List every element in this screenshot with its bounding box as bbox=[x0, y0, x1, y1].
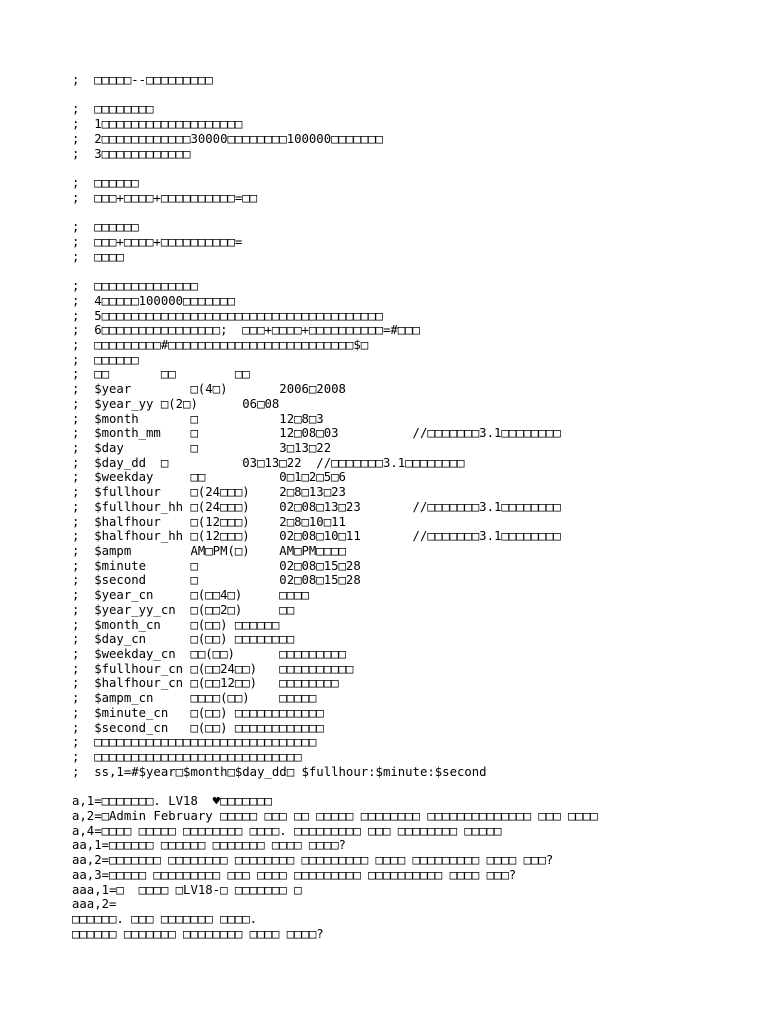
text-line: ; $year □(4□) 2006□2008 bbox=[72, 382, 346, 397]
text-line: □□□□□□ □□□□□□□ □□□□□□□□ □□□□ □□□□? bbox=[72, 926, 324, 941]
text-line: ; $weekday □□ 0□1□2□5□6 bbox=[72, 470, 346, 485]
document-body bbox=[72, 73, 752, 941]
text-line: ; $fullhour_hh □(24□□□) 02□08□13□23 //□□□□□□□3.1□□□□□□□□ bbox=[72, 499, 561, 514]
text-line: ; $minute_cn □(□□) □□□□□□□□□□□□ bbox=[72, 705, 324, 720]
text-line: □□□□□□. □□□ □□□□□□□ □□□□. bbox=[72, 911, 258, 926]
text-line: ; 5□□□□□□□□□□□□□□□□□□□□□□□□□□□□□□□□□□□□□□ bbox=[72, 308, 383, 323]
text-line: ; □□□□□□□□□□□□□□ bbox=[72, 279, 198, 294]
text-line: a,2=□Admin February □□□□□ □□□ □□ □□□□□ □□□□□□□□ □□□□□□□□□□□□□□ □□□ □□□□ bbox=[72, 808, 598, 823]
blank-line bbox=[72, 88, 752, 103]
text-line: ; □□ □□ □□ bbox=[72, 367, 250, 382]
blank-line bbox=[72, 205, 752, 220]
blank-line bbox=[72, 780, 752, 795]
text-line: ; □□□+□□□□+□□□□□□□□□□=□□ bbox=[72, 190, 258, 205]
text-line: ; $month_mm □ 12□08□03 //□□□□□□□3.1□□□□□□□□ bbox=[72, 426, 561, 441]
text-line: ; □□□□□□□□ bbox=[72, 102, 154, 117]
text-line: a,4=□□□□ □□□□□ □□□□□□□□ □□□□. □□□□□□□□□ □□□ □□□□□□□□ □□□□□ bbox=[72, 823, 502, 838]
text-line: aa,1=□□□□□□ □□□□□□ □□□□□□□ □□□□ □□□□? bbox=[72, 838, 346, 853]
text-line: ; $day □ 3□13□22 bbox=[72, 440, 332, 455]
text-line: ; $second □ 02□08□15□28 bbox=[72, 573, 361, 588]
text-line: ; $halfhour_hh □(12□□□) 02□08□10□11 //□□□□□□□3.1□□□□□□□□ bbox=[72, 529, 561, 544]
text-line: ; 1□□□□□□□□□□□□□□□□□□□ bbox=[72, 117, 243, 132]
text-line: ; $year_yy □(2□) 06□08 bbox=[72, 396, 280, 411]
text-line: aaa,2= bbox=[72, 897, 117, 912]
text-line: ; $year_yy_cn □(□□2□) □□ bbox=[72, 602, 295, 617]
text-line: ; $weekday_cn □□(□□) □□□□□□□□□ bbox=[72, 647, 346, 662]
text-line: ; 3□□□□□□□□□□□□ bbox=[72, 146, 191, 161]
text-line: ; $second_cn □(□□) □□□□□□□□□□□□ bbox=[72, 720, 324, 735]
text-line: ; $minute □ 02□08□15□28 bbox=[72, 558, 361, 573]
text-line: aa,2=□□□□□□□ □□□□□□□□ □□□□□□□□ □□□□□□□□□ □□□□ □□□□□□□□□ □□□□ □□□? bbox=[72, 853, 554, 868]
text-line: ; $year_cn □(□□4□) □□□□ bbox=[72, 588, 309, 603]
text-line: ; $day_cn □(□□) □□□□□□□□ bbox=[72, 632, 295, 647]
text-line: ; 6□□□□□□□□□□□□□□□□; □□□+□□□□+□□□□□□□□□□=#□□□ bbox=[72, 323, 420, 338]
text-line: ; $ampm_cn □□□□(□□) □□□□□ bbox=[72, 691, 317, 706]
text-line: ; $fullhour □(24□□□) 2□8□13□23 bbox=[72, 485, 346, 500]
text-line: ; $halfhour_cn □(□□12□□) □□□□□□□□ bbox=[72, 676, 339, 691]
text-line: ; □□□□ bbox=[72, 249, 124, 264]
text-line: ; $ampm AM□PM(□) AM□PM□□□□ bbox=[72, 544, 346, 558]
text-line: ; $month_cn □(□□) □□□□□□ bbox=[72, 617, 280, 632]
text-line: ; □□□□□□□□□□□□□□□□□□□□□□□□□□□□□□ bbox=[72, 735, 317, 750]
text-line: ; □□□□□□ bbox=[72, 176, 139, 191]
text-line: ; □□□□□□□□□#□□□□□□□□□□□□□□□□□□□□□□□□□$□ bbox=[72, 337, 369, 352]
text-line: aa,3=□□□□□ □□□□□□□□□ □□□ □□□□ □□□□□□□□□ □□□□□□□□□□ □□□□ □□□? bbox=[72, 867, 517, 882]
text-line: ; $halfhour □(12□□□) 2□8□10□11 bbox=[72, 514, 346, 529]
text-line: a,1=□□□□□□□. LV18 ♥□□□□□□□ bbox=[72, 794, 272, 809]
text-line: ; 2□□□□□□□□□□□□30000□□□□□□□□100000□□□□□□□ bbox=[72, 131, 383, 146]
text-line: aaa,1=□ □□□□ □LV18-□ □□□□□□□ □ bbox=[72, 882, 302, 897]
text-line: ; □□□□□□□□□□□□□□□□□□□□□□□□□□□□ bbox=[72, 750, 302, 765]
text-line: ; 4□□□□□100000□□□□□□□ bbox=[72, 293, 235, 308]
text-line: ; $day_dd □ 03□13□22 //□□□□□□□3.1□□□□□□□□ bbox=[72, 455, 465, 470]
text-line: ; ss,1=#$year□$month□$day_dd□ $fullhour:$minute:$second bbox=[72, 764, 487, 779]
text-line: ; □□□□□□ bbox=[72, 220, 139, 235]
blank-line bbox=[72, 264, 752, 279]
text-line: ; □□□□□□ bbox=[72, 352, 139, 367]
blank-line bbox=[72, 161, 752, 176]
text-line: ; $fullhour_cn □(□□24□□) □□□□□□□□□□ bbox=[72, 661, 354, 676]
text-line: ; □□□+□□□□+□□□□□□□□□□= bbox=[72, 234, 243, 249]
text-line: ; □□□□□--□□□□□□□□□ bbox=[72, 73, 213, 87]
text-line: ; $month □ 12□8□3 bbox=[72, 411, 324, 426]
